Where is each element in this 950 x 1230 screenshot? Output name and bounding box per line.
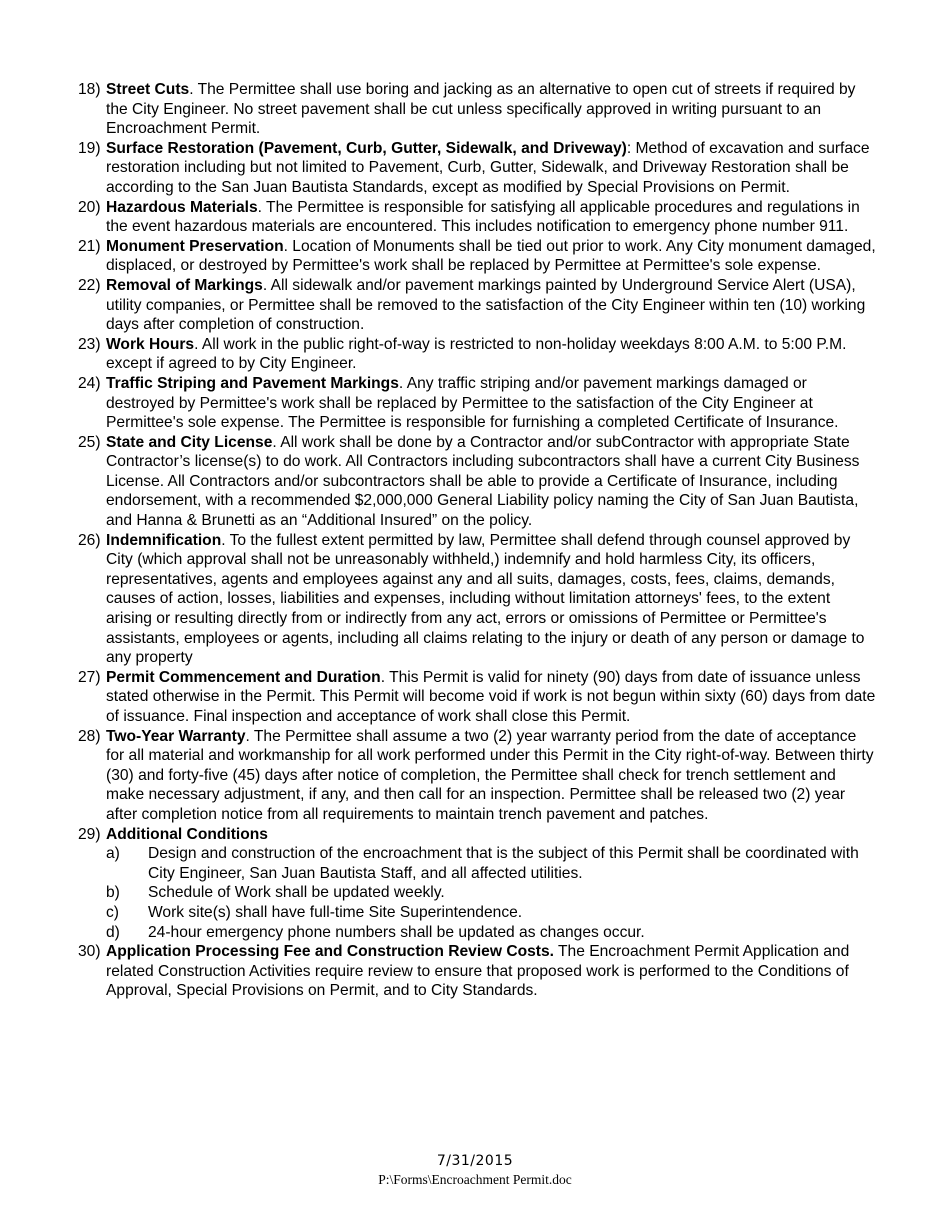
condition-number: 19) xyxy=(78,139,101,157)
condition-title: Additional Conditions xyxy=(106,825,268,843)
condition-item xyxy=(78,668,878,727)
conditions-list xyxy=(78,80,878,1001)
condition-title: Traffic Striping and Pavement Markings xyxy=(106,374,399,392)
condition-item xyxy=(78,335,878,374)
condition-number: 29) xyxy=(78,825,101,843)
additional-conditions-list xyxy=(106,844,878,942)
condition-title: Two-Year Warranty xyxy=(106,727,246,745)
condition-body: . The Permittee shall assume a two (2) year warranty period from the date of acceptance for all material and workmanship for all work performed under this Permit in the City right-of-way. Between thirty (30) and forty-five (45) days after notice of completion, the Permittee shall check for trench settlement and make necessary adjustment, if any, and then call for an inspection. Permittee shall be released two (2) year after completion notice from all requirements to maintain trench pavement and patches. xyxy=(106,727,874,823)
sub-condition-letter: c) xyxy=(106,903,119,921)
condition-title: Monument Preservation xyxy=(106,237,284,255)
condition-title: State and City License xyxy=(106,433,273,451)
sub-condition-item xyxy=(106,903,878,923)
sub-condition-text: Design and construction of the encroachment that is the subject of this Permit shall be coordinated with City Engineer, San Juan Bautista Staff, and all affected utilities. xyxy=(148,845,859,882)
condition-item xyxy=(78,727,878,825)
condition-item xyxy=(78,942,878,1001)
condition-item xyxy=(78,139,878,198)
condition-item xyxy=(78,433,878,531)
sub-condition-letter: b) xyxy=(106,884,120,902)
condition-item xyxy=(78,374,878,433)
condition-number: 26) xyxy=(78,531,101,549)
condition-title: Surface Restoration (Pavement, Curb, Gutter, Sidewalk, and Driveway) xyxy=(106,139,627,157)
condition-number: 21) xyxy=(78,237,101,255)
sub-condition-item xyxy=(106,844,878,883)
condition-body: . All work in the public right-of-way is restricted to non-holiday weekdays 8:00 A.M. to 5:00 P.M. except if agreed to by City Engineer. xyxy=(106,335,847,373)
condition-title: Street Cuts xyxy=(106,81,190,98)
condition-item xyxy=(78,80,878,139)
footer-file-path: P:\Forms\Encroachment Permit.doc xyxy=(378,1172,572,1187)
condition-title: Work Hours xyxy=(106,335,195,353)
condition-body: : Method of excavation and surface restoration including but not limited to Pavement, Curb, Gutter, Sidewalk, and Driveway Restoration shall be according to the San Juan Bautista Standards, except as modified by Special Provisions on Permit. xyxy=(106,139,870,196)
condition-title: Indemnification xyxy=(106,531,222,549)
condition-number: 18) xyxy=(78,81,101,98)
condition-item xyxy=(78,276,878,335)
condition-body: . To the fullest extent permitted by law, Permittee shall defend through counsel approved by City (which approval shall not be unreasonably withheld,) indemnify and hold harmless City, its officers, representatives, agents and employees against any and all suits, damages, costs, fees, claims, demands, causes of action, losses, liabilities and expenses, including without limitation attorneys' fees, to the extent arising or resulting directly from or indirectly from any act, errors or omissions of Permittee or Permittee's assistants, employees or agents, including all claims relating to the injury or death of any person or damage to any property xyxy=(106,531,865,667)
condition-item xyxy=(78,531,878,668)
condition-body: . Location of Monuments shall be tied out prior to work. Any City monument damaged, displaced, or destroyed by Permittee's work shall be replaced by Permittee at Permittee's sole expense. xyxy=(106,237,876,275)
condition-body: . The Permittee is responsible for satisfying all applicable procedures and regulations in the event hazardous materials are encountered. This includes notification to emergency phone number 911. xyxy=(106,198,860,236)
condition-number: 25) xyxy=(78,433,101,451)
condition-title: Permit Commencement and Duration xyxy=(106,668,381,686)
condition-item xyxy=(78,237,878,276)
condition-number: 20) xyxy=(78,198,101,216)
sub-condition-text: Work site(s) shall have full-time Site Superintendence. xyxy=(148,903,523,921)
condition-item xyxy=(78,825,878,943)
condition-body: . All work shall be done by a Contractor and/or subContractor with appropriate State Contractor’s license(s) to do work. All Contractors including subcontractors shall have a current City Business License. All Contractors and/or subcontractors shall be able to provide a Certificate of Insurance, including endorsement, with a recommended $2,000,000 General Liability policy naming the City of San Juan Bautista, and Hanna & Brunetti as an “Additional Insured” on the policy. xyxy=(106,433,860,530)
condition-number: 28) xyxy=(78,727,101,745)
sub-condition-text: 24-hour emergency phone numbers shall be updated as changes occur. xyxy=(148,923,645,941)
sub-condition-text: Schedule of Work shall be updated weekly. xyxy=(148,884,445,902)
condition-number: 30) xyxy=(78,943,101,961)
condition-item xyxy=(78,198,878,237)
condition-title: Removal of Markings xyxy=(106,276,263,294)
condition-number: 22) xyxy=(78,276,101,294)
condition-number: 24) xyxy=(78,374,101,392)
sub-condition-letter: a) xyxy=(106,845,120,863)
sub-condition-letter: d) xyxy=(106,923,120,941)
condition-number: 27) xyxy=(78,668,101,686)
condition-title: Application Processing Fee and Construction Review Costs. xyxy=(106,943,554,961)
sub-condition-item xyxy=(106,923,878,943)
sub-condition-item xyxy=(106,883,878,903)
condition-body: . The Permittee shall use boring and jacking as an alternative to open cut of streets if required by the City Engineer. No street pavement shall be cut unless specifically approved in writing pursuant to an Encroachment Permit. xyxy=(106,81,856,138)
condition-body: The Encroachment Permit Application and related Construction Activities require review to ensure that proposed work is performed to the Conditions of Approval, Special Provisions on Permit, and to City Standards. xyxy=(106,943,850,1000)
condition-body: . Any traffic striping and/or pavement markings damaged or destroyed by Permittee's work shall be replaced by Permittee to the satisfaction of the City Engineer at Permittee's sole expense. The Permittee is responsible for furnishing a completed Certificate of Insurance. xyxy=(106,374,839,432)
condition-number: 23) xyxy=(78,335,101,353)
condition-title: Hazardous Materials xyxy=(106,198,258,216)
footer-date: 7/31/2015 xyxy=(436,1153,514,1169)
condition-body: . All sidewalk and/or pavement markings painted by Underground Service Alert (USA), utility companies, or Permittee shall be removed to the satisfaction of the City Engineer within ten (10) working days after completion of construction. xyxy=(106,276,866,334)
condition-body: . This Permit is valid for ninety (90) days from date of issuance unless stated otherwise in the Permit. This Permit will become void if work is not begun within sixty (60) days from date of issuance. Final inspection and acceptance of work shall close this Permit. xyxy=(106,668,876,725)
